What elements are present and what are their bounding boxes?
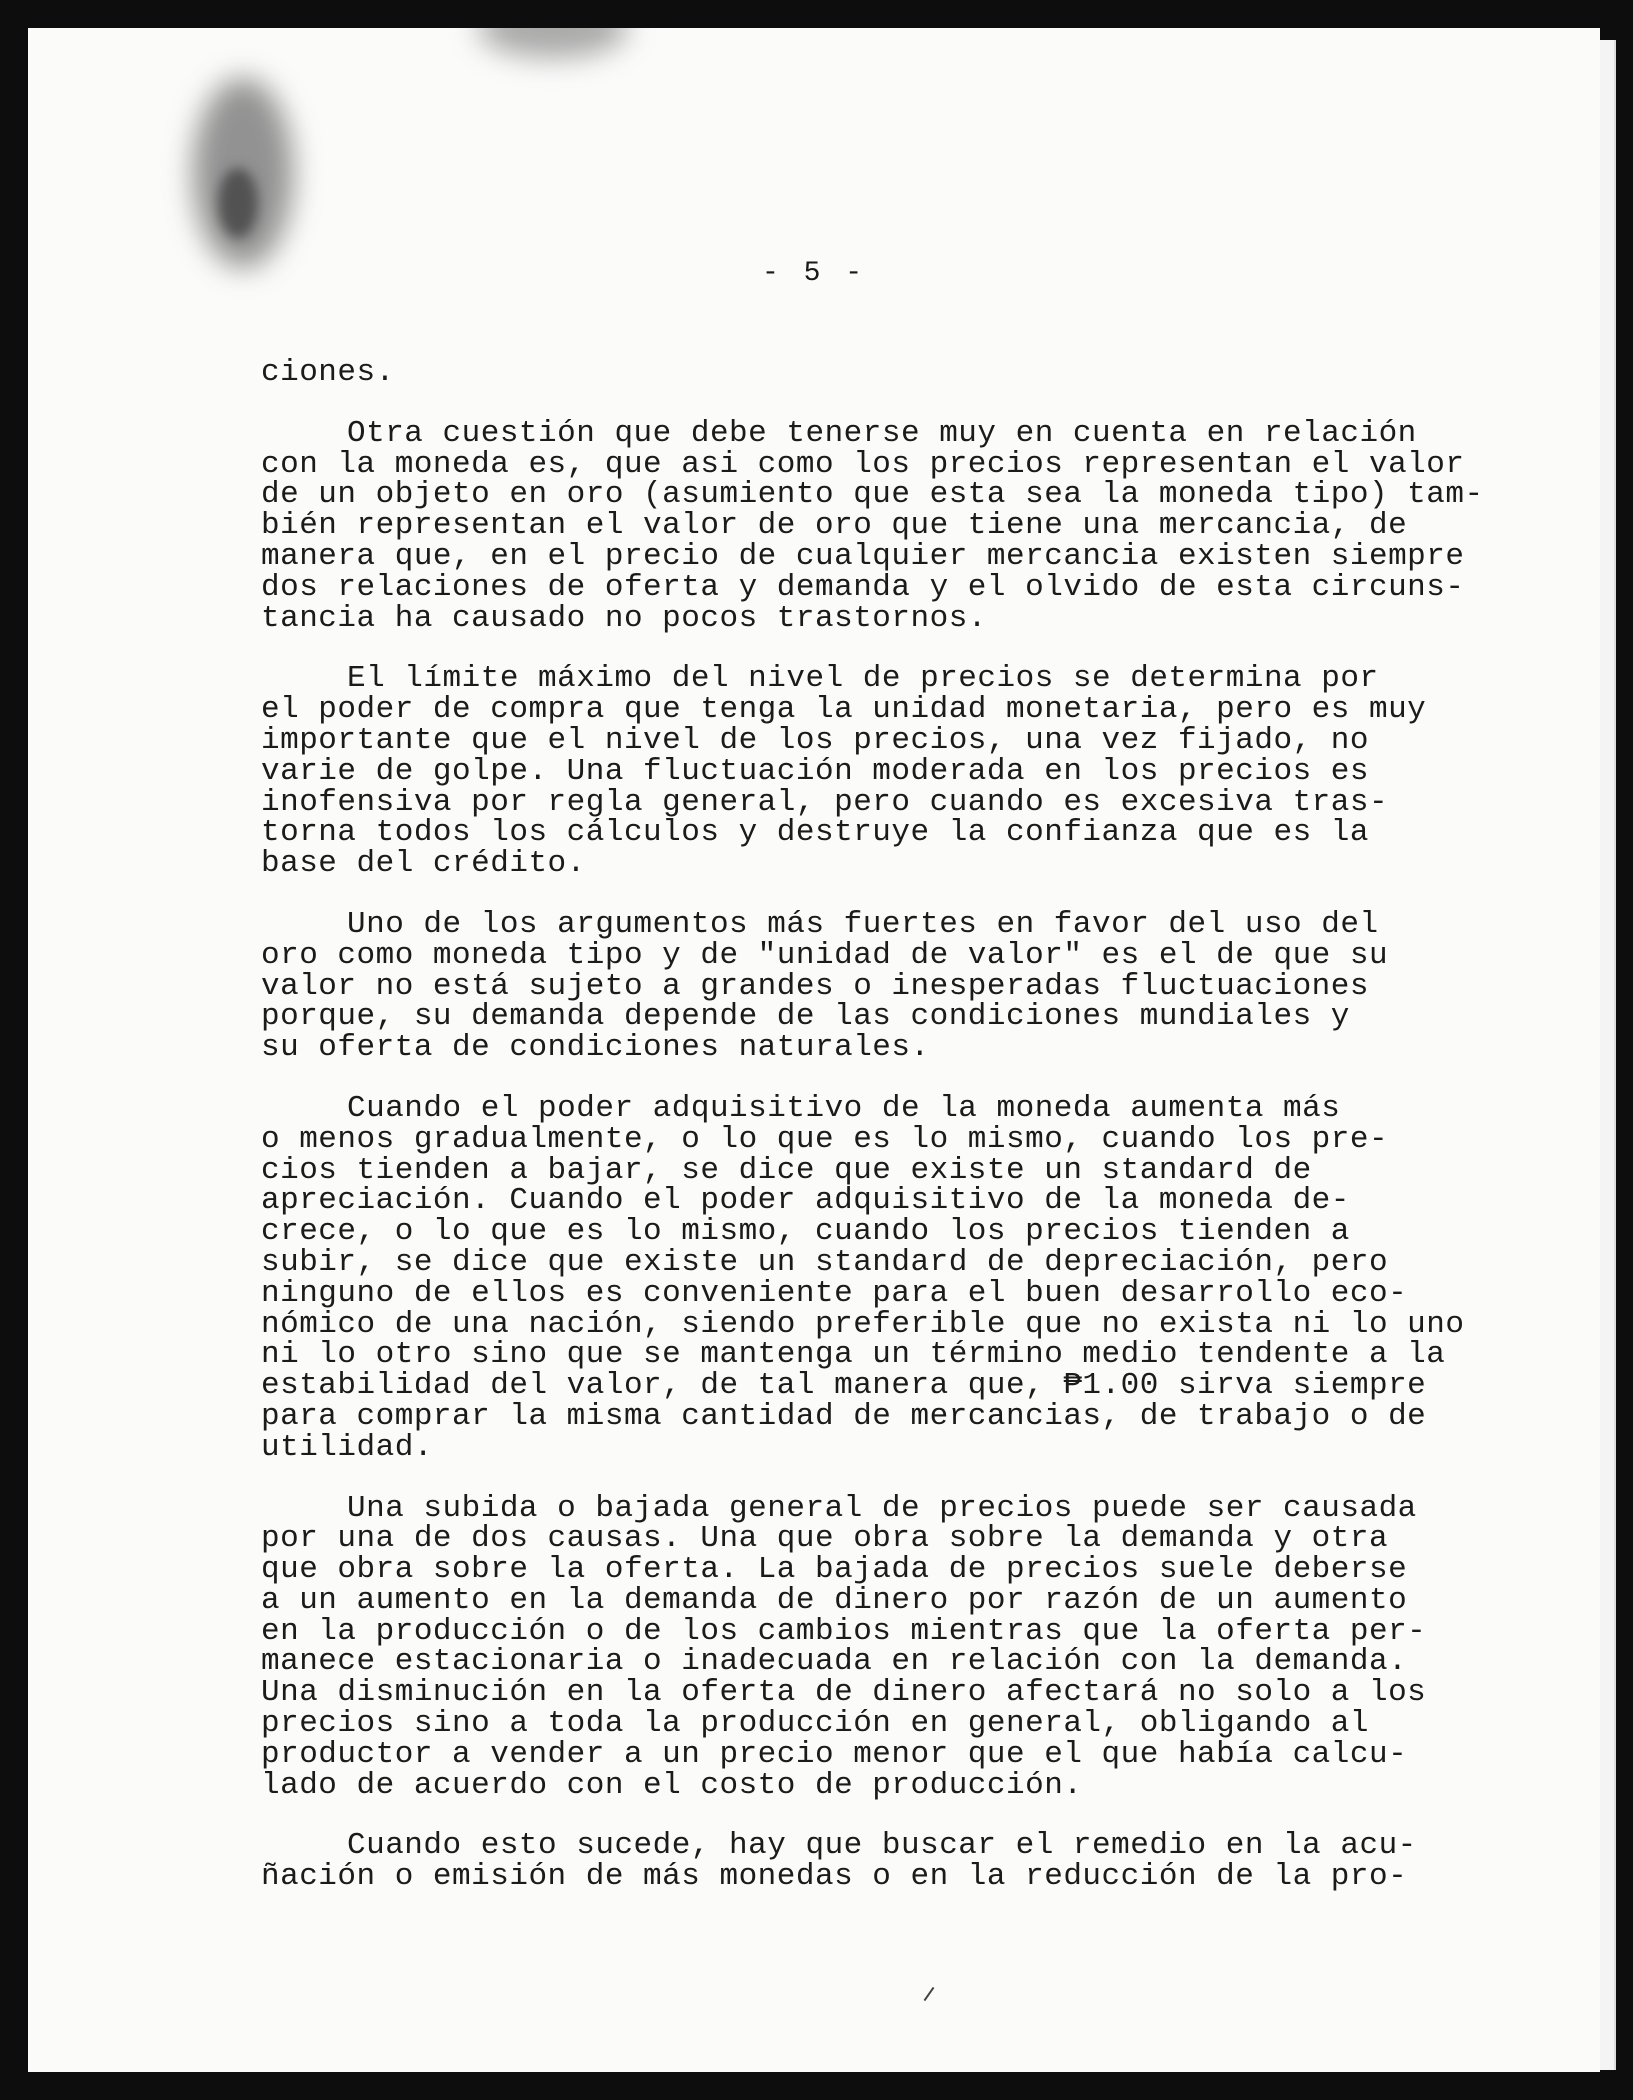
text-line: Cuando el poder adquisitivo de la moneda aumenta más <box>347 1090 1341 1126</box>
text-line: Cuando esto sucede, hay que buscar el remedio en la acu- <box>347 1828 1417 1864</box>
text-line: nómico de una nación, siendo preferible que no exista ni lo uno <box>261 1306 1465 1342</box>
ink-smudge <box>478 28 628 58</box>
text-line: productor a vender a un precio menor que el que había calcu- <box>261 1736 1408 1772</box>
paragraph <box>261 355 1481 390</box>
text-line: de un objeto en oro (asumiento que esta sea la moneda tipo) tam- <box>261 477 1484 513</box>
pen-mark <box>924 1987 935 2001</box>
text-line: apreciación. Cuando el poder adquisitivo de la moneda de- <box>261 1183 1350 1219</box>
text-line: tancia ha causado no pocos trastornos. <box>261 600 987 636</box>
text-line: Una subida o bajada general de precios puede ser causada <box>347 1490 1417 1526</box>
paragraph-gap <box>261 880 1481 910</box>
text-line: crece, o lo que es lo mismo, cuando los precios tienden a <box>261 1214 1350 1250</box>
text-line: varie de golpe. Una fluctuación moderada en los precios es <box>261 753 1369 789</box>
paragraph-gap <box>261 1801 1481 1831</box>
text-line: ñación o emisión de más monedas o en la reducción de la pro- <box>261 1859 1408 1895</box>
text-line: valor no está sujeto a grandes o inesperadas fluctuaciones <box>261 968 1369 1004</box>
text-line: ninguno de ellos es conveniente para el buen desarrollo eco- <box>261 1275 1408 1311</box>
paragraph-gap <box>261 1064 1481 1094</box>
text-line: torna todos los cálculos y destruye la confianza que es la <box>261 815 1369 851</box>
text-line: su oferta de condiciones naturales. <box>261 1030 930 1066</box>
text-line: lado de acuerdo con el costo de producción. <box>261 1767 1083 1803</box>
text-line: cios tienden a bajar, se dice que existe un standard de <box>261 1152 1312 1188</box>
text-line: o menos gradualmente, o lo que es lo mismo, cuando los pre- <box>261 1121 1389 1157</box>
text-line: Uno de los argumentos más fuertes en favor del uso del <box>347 906 1379 942</box>
text-line: con la moneda es, que asi como los precios representan el valor <box>261 446 1465 482</box>
document-page <box>28 28 1600 2072</box>
paragraph <box>261 415 1484 636</box>
text-line: inofensiva por regla general, pero cuando es excesiva tras- <box>261 784 1389 820</box>
paragraph-gap <box>261 1464 1481 1494</box>
text-line: subir, se dice que existe un standard de depreciación, pero <box>261 1244 1389 1280</box>
text-line: porque, su demanda depende de las condiciones mundiales y <box>261 999 1350 1035</box>
text-line: el poder de compra que tenga la unidad monetaria, pero es muy <box>261 692 1427 728</box>
text-line: precios sino a toda la producción en general, obligando al <box>261 1706 1369 1742</box>
text-line: bién representan el valor de oro que tiene una mercancia, de <box>261 508 1408 544</box>
text-line: El límite máximo del nivel de precios se determina por <box>347 661 1379 697</box>
text-line: base del crédito. <box>261 846 586 882</box>
paragraph-gap <box>261 634 1481 664</box>
text-line: manera que, en el precio de cualquier mercancia existen siempre <box>261 538 1465 574</box>
document-body <box>261 355 1484 1895</box>
ink-smudge <box>218 168 258 238</box>
text-line: oro como moneda tipo y de "unidad de valor" es el de que su <box>261 937 1389 973</box>
text-line: para comprar la misma cantidad de mercancias, de trabajo o de <box>261 1398 1427 1434</box>
text-line: Una disminución en la oferta de dinero afectará no solo a los <box>261 1675 1427 1711</box>
text-line: ciones. <box>261 355 395 390</box>
text-line: ni lo otro sino que se mantenga un término medio tendente a la <box>261 1337 1446 1373</box>
page-number: - 5 - <box>761 258 866 289</box>
paragraph <box>261 1090 1481 1465</box>
text-line: estabilidad del valor, de tal manera que, ₱1.00 sirva siempre <box>261 1368 1427 1404</box>
text-line: por una de dos causas. Una que obra sobre la demanda y otra <box>261 1521 1389 1557</box>
text-line: manece estacionaria o inadecuada en relación con la demanda. <box>261 1644 1408 1680</box>
paragraph <box>261 661 1481 882</box>
text-line: en la producción o de los cambios mientras que la oferta per- <box>261 1613 1427 1649</box>
text-line: importante que el nivel de los precios, una vez fijado, no <box>261 722 1369 758</box>
paragraph-gap <box>261 389 1481 419</box>
text-line: utilidad. <box>261 1429 433 1465</box>
text-line: dos relaciones de oferta y demanda y el olvido de esta circuns- <box>261 569 1465 605</box>
paragraph <box>261 1490 1481 1803</box>
text-line: Otra cuestión que debe tenerse muy en cuenta en relación <box>347 415 1417 451</box>
paragraph <box>261 1828 1481 1895</box>
page-stack-edge <box>1598 40 1616 2070</box>
text-line: a un aumento en la demanda de dinero por razón de un aumento <box>261 1582 1408 1618</box>
paragraph <box>261 906 1481 1066</box>
text-line: que obra sobre la oferta. La bajada de precios suele deberse <box>261 1552 1408 1588</box>
